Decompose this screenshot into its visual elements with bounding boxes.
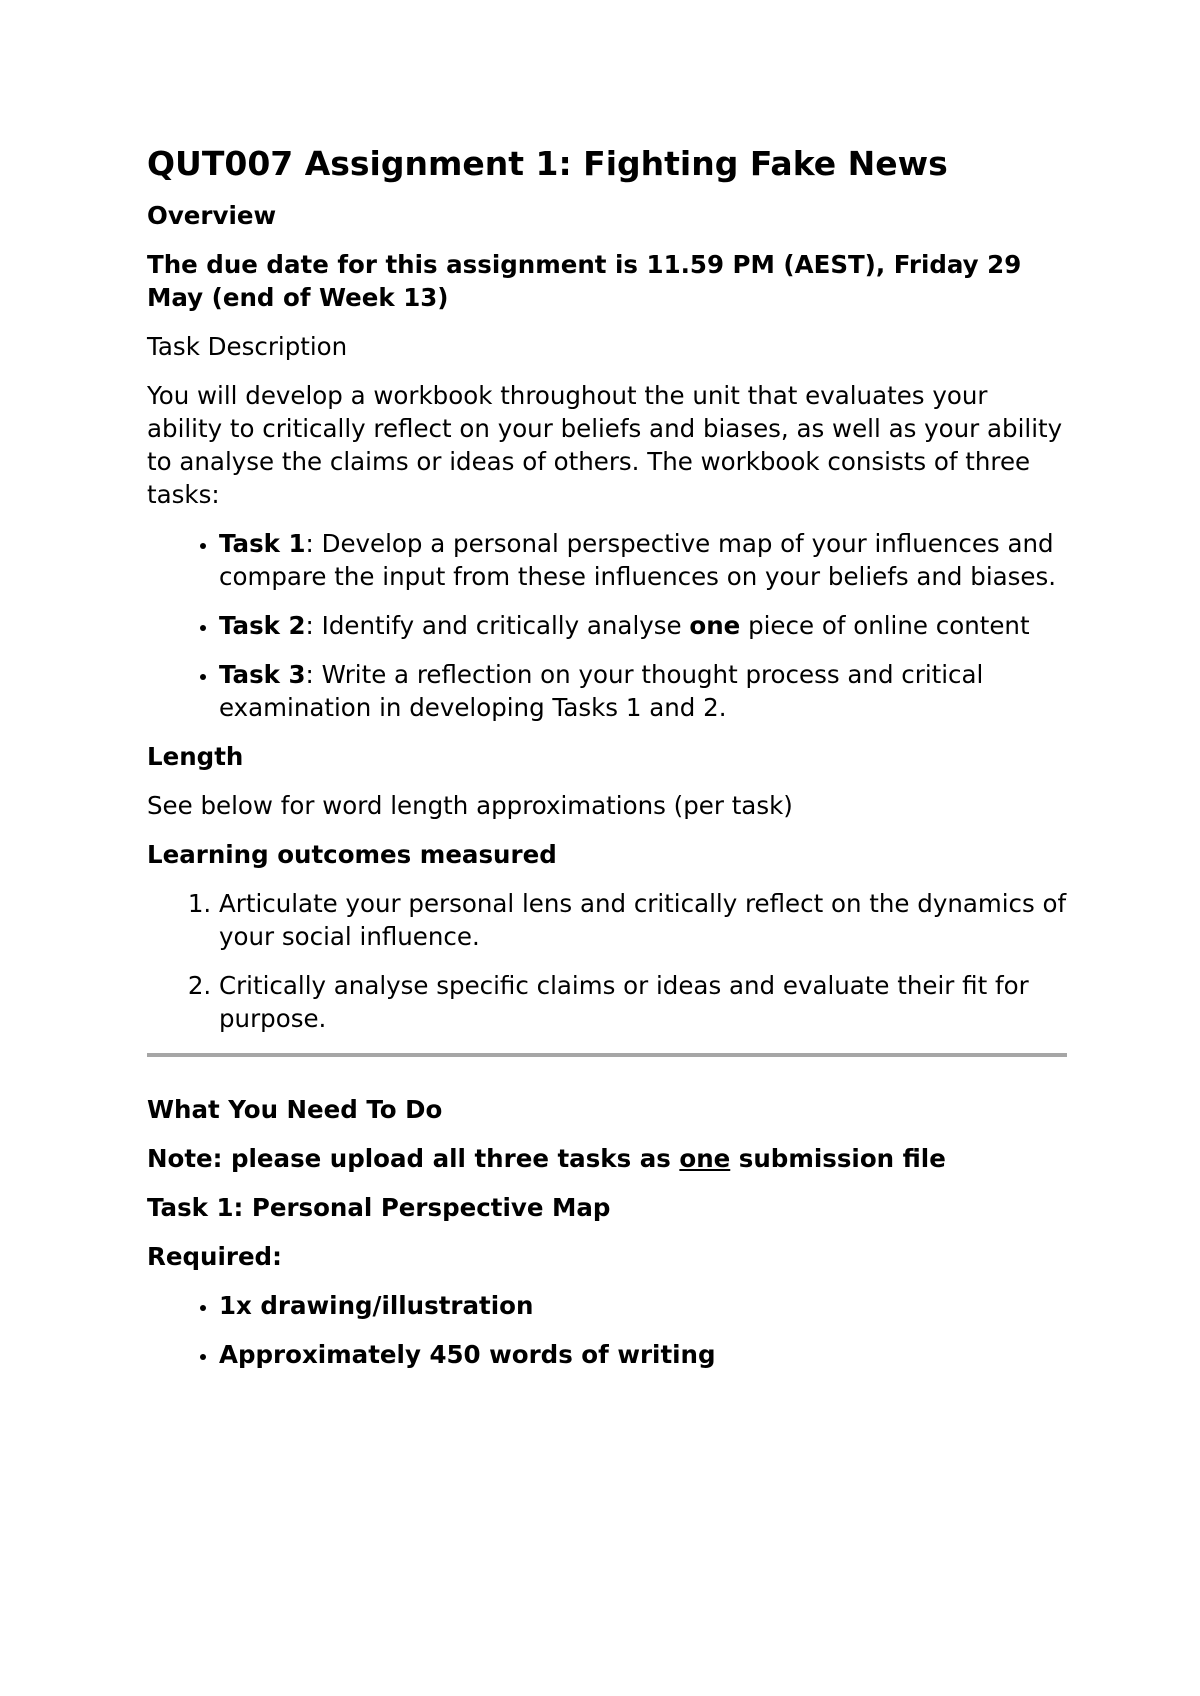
- list-item: [219, 658, 1067, 724]
- length-heading: Length: [147, 742, 244, 771]
- task-emphasis: one: [689, 611, 741, 640]
- task-label: Task 3: [219, 660, 306, 689]
- list-item: • 1x drawing/illustration: [219, 1289, 1067, 1322]
- task1-heading: Task 1: Personal Perspective Map: [147, 1193, 611, 1222]
- document-title: QUT007 Assignment 1: Fighting Fake News: [147, 144, 948, 183]
- task-description-body: You will develop a workbook throughout the unit that evaluates your ability to critically reflect on your beliefs and biases, as well as your ability to analyse the claims or ideas of others. The workbook consists of three tasks:: [147, 381, 1063, 509]
- horizontal-divider: [147, 1053, 1067, 1057]
- task-text-after: piece of online content: [740, 611, 1030, 640]
- note-text: Note: please upload all three tasks as: [147, 1144, 680, 1173]
- learning-outcomes-list: [147, 887, 1067, 1035]
- required-heading: Required:: [147, 1242, 282, 1271]
- task-label: Task 2: [219, 611, 306, 640]
- list-item: 1. Articulate your personal lens and critically reflect on the dynamics of your social influence.: [219, 887, 1067, 953]
- note-underlined: one: [679, 1144, 731, 1173]
- document-page: [147, 142, 1067, 1387]
- due-date: The due date for this assignment is 11.59 PM (AEST), Friday 29 May (end of Week 13): [147, 250, 1022, 312]
- task-text: : Identify and critically analyse: [305, 611, 690, 640]
- list-item: 2. Critically analyse specific claims or ideas and evaluate their fit for purpose.: [219, 969, 1067, 1035]
- required-list: [147, 1289, 1067, 1371]
- task-description-heading: Task Description: [147, 332, 348, 361]
- overview-heading: Overview: [147, 201, 277, 230]
- learning-outcomes-heading: Learning outcomes measured: [147, 840, 557, 869]
- task-text: : Develop a personal perspective map of your influences and compare the input from these influences on your beliefs and biases.: [219, 529, 1057, 591]
- submission-note: [147, 1142, 1067, 1175]
- list-item: [219, 527, 1067, 593]
- list-item: • Approximately 450 words of writing: [219, 1338, 1067, 1371]
- task-list: [147, 527, 1067, 724]
- what-you-need-heading: What You Need To Do: [147, 1095, 443, 1124]
- note-text-after: submission file: [730, 1144, 946, 1173]
- task-text: : Write a reflection on your thought process and critical examination in developing Tasks 1 and 2.: [219, 660, 984, 722]
- list-item: [219, 609, 1067, 642]
- task-label: Task 1: [219, 529, 306, 558]
- length-body: See below for word length approximations (per task): [147, 791, 793, 820]
